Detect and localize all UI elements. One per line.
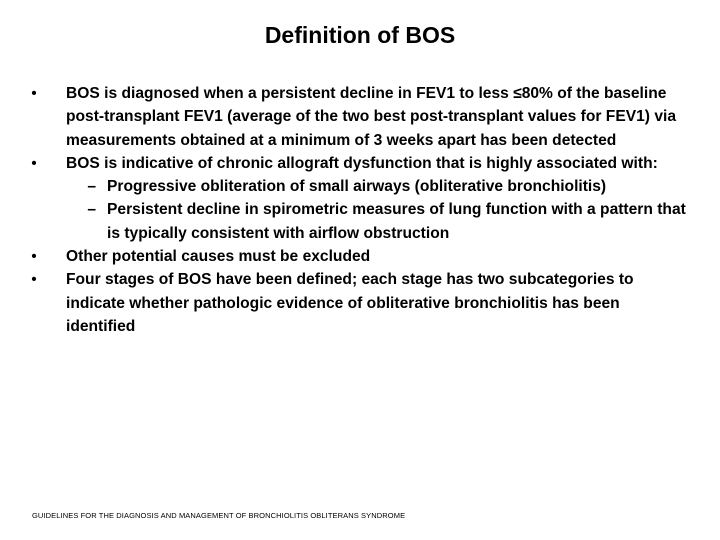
bullet-dot-icon: • — [31, 85, 37, 102]
bullet-item — [28, 245, 688, 268]
slide-footer: GUIDELINES FOR THE DIAGNOSIS AND MANAGEMENT OF BRONCHIOLITIS OBLITERANS SYNDROME — [32, 511, 406, 520]
sub-bullet-item — [76, 198, 688, 245]
sub-bullet-item — [76, 175, 688, 198]
bullet-text: BOS is diagnosed when a persistent decline in FEV1 to less ≤80% of the baseline post-transplant FEV1 (average of the two best post-transplant values for FEV1) via measurements obtained at a minimum of 3 weeks apart has been detected — [66, 85, 677, 149]
bullet-text: BOS is indicative of chronic allograft dysfunction that is highly associated with: — [66, 154, 658, 172]
bullet-dot-icon: • — [31, 154, 37, 172]
bullet-text: Other potential causes must be excluded — [66, 248, 371, 266]
slide-title: Definition of BOS — [264, 22, 456, 48]
dash-icon: – — [87, 178, 96, 196]
bullet-item — [28, 82, 688, 152]
sub-bullet-text: Persistent decline in spirometric measures of lung function with a pattern that is typically consistent with airflow obstruction — [107, 201, 686, 242]
sub-bullet-list — [66, 175, 688, 245]
bullet-dot-icon: • — [31, 248, 37, 266]
bullet-item — [28, 152, 688, 245]
dash-icon: – — [87, 201, 96, 219]
bullet-item — [28, 268, 688, 338]
sub-bullet-text: Progressive obliteration of small airways (obliterative bronchiolitis) — [107, 178, 607, 196]
bullet-text: Four stages of BOS have been defined; each stage has two subcategories to indicate whether pathologic evidence of obliterative bronchiolitis has been identified — [66, 271, 634, 335]
bullet-list — [28, 82, 688, 338]
bullet-dot-icon: • — [31, 271, 37, 289]
